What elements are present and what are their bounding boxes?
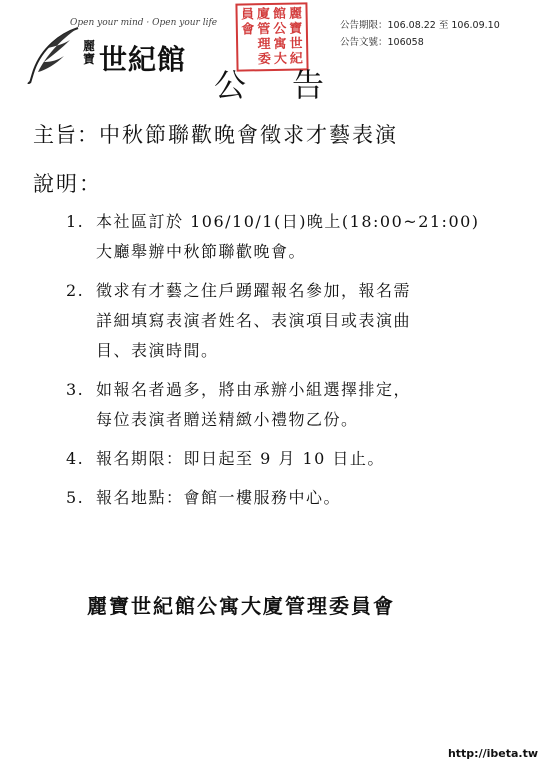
seal-char: 寶: [289, 21, 303, 37]
watermark: http://ibeta.tw: [447, 747, 538, 760]
list-item-line: 目、表演時間。: [96, 341, 219, 360]
logo-tagline: Open your mind · Open your life: [70, 18, 218, 28]
logo: [26, 18, 216, 88]
announcement-meta: [340, 17, 500, 51]
logo-vertical-text: 麗寶: [82, 39, 95, 66]
announcement-period: 公告期限：106.08.22 至 106.09.10: [340, 20, 500, 31]
subject-label: 主旨：: [33, 123, 99, 147]
seal-char: 廈: [256, 7, 271, 23]
seal-char: 紀: [289, 51, 304, 67]
explanation-list: [66, 207, 526, 522]
list-item-number: 1.: [66, 212, 85, 231]
seal-char: 寓: [273, 36, 287, 52]
subject-text: 中秋節聯歡晚會徵求才藝表演: [99, 123, 398, 147]
list-item: [66, 375, 526, 435]
seal-char: 麗: [288, 6, 303, 22]
signature: 麗寶世紀館公寓大廈管理委員會: [87, 594, 395, 618]
seal-char: 館: [272, 6, 287, 22]
explanation-label: 說明：: [33, 172, 102, 196]
list-item-line: 詳細填寫表演者姓名、表演項目或表演曲: [96, 311, 412, 330]
announcement-doc-id: 公告文號：106058: [340, 37, 424, 48]
list-item-line: 本社區訂於 106/10/1(日)晚上(18:00~21:00): [96, 212, 480, 231]
seal-char: 大: [273, 51, 288, 67]
list-item: [66, 207, 526, 267]
list-item: [66, 444, 526, 474]
list-item-line: 報名地點：會館一樓服務中心。: [96, 488, 342, 507]
list-item-number: 4.: [66, 449, 85, 468]
list-item-line: 報名期限：即日起至 9 月 10 日止。: [96, 449, 385, 468]
seal-char: 委: [257, 52, 272, 68]
list-item-line: 徵求有才藝之住戶踴躍報名參加，報名需: [96, 281, 412, 300]
subject-line: [33, 119, 398, 149]
seal-char: 世: [289, 36, 303, 52]
logo-name: 世紀館: [99, 43, 187, 76]
seal-char: 管: [257, 22, 271, 38]
list-item: [66, 483, 526, 513]
seal-char: 理: [257, 37, 271, 53]
seal-char: 會: [241, 22, 255, 38]
list-item-number: 5.: [66, 488, 85, 507]
list-item-line: 每位表演者贈送精緻小禮物乙份。: [96, 410, 359, 429]
list-item-number: 2.: [66, 281, 85, 300]
list-item-number: 3.: [66, 380, 85, 399]
feather-quill-icon: [26, 26, 80, 84]
seal-char: 員: [240, 7, 255, 23]
list-item-line: 大廳舉辦中秋節聯歡晚會。: [96, 242, 307, 261]
list-item-line: 如報名者過多，將由承辦小組選擇排定，: [96, 380, 412, 399]
list-item: [66, 276, 526, 366]
page-title: 公告: [214, 66, 371, 104]
seal-char: 公: [273, 21, 287, 37]
